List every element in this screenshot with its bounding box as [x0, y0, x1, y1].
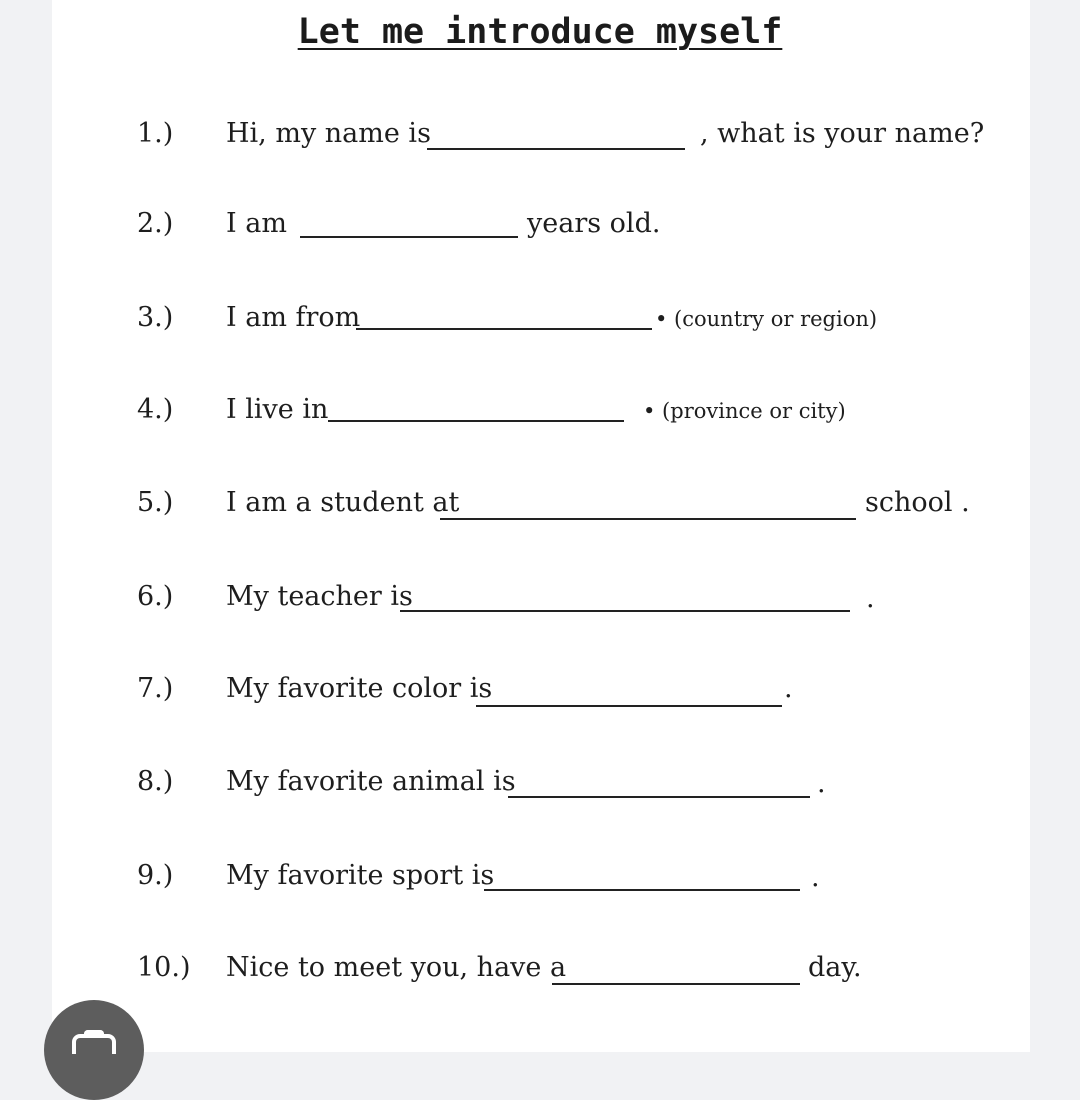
question-text: I am from: [226, 302, 361, 333]
answer-blank[interactable]: [400, 610, 850, 612]
question-row-3: [0, 302, 1080, 346]
question-text: Hi, my name is: [226, 118, 431, 149]
question-number: 1.): [137, 118, 174, 149]
question-text: My favorite color is: [226, 673, 493, 704]
answer-blank[interactable]: [484, 889, 800, 891]
answer-blank[interactable]: [508, 796, 810, 798]
question-text: My favorite animal is: [226, 766, 516, 797]
answer-blank[interactable]: [427, 148, 685, 150]
question-number: 3.): [137, 302, 174, 333]
worksheet-title: [0, 12, 1080, 52]
question-text: My favorite sport is: [226, 860, 495, 891]
question-row-9: [0, 860, 1080, 904]
question-text: My teacher is: [226, 581, 413, 612]
question-row-5: [0, 487, 1080, 531]
question-number: 6.): [137, 581, 174, 612]
briefcase-handle: [84, 1030, 104, 1036]
question-text-after: .: [784, 673, 793, 704]
question-text-after: school .: [865, 487, 970, 518]
question-number: 5.): [137, 487, 174, 518]
question-text-after: .: [817, 768, 826, 799]
question-row-4: [0, 394, 1080, 438]
question-row-8: [0, 766, 1080, 810]
answer-blank[interactable]: [356, 328, 652, 330]
question-text-after: .: [811, 862, 820, 893]
question-text: I am a student at: [226, 487, 460, 518]
question-number: 10.): [137, 952, 191, 983]
answer-blank[interactable]: [300, 236, 518, 238]
question-number: 2.): [137, 208, 174, 239]
answer-blank[interactable]: [440, 518, 856, 520]
briefcase-icon: [72, 1034, 116, 1054]
question-row-7: [0, 673, 1080, 717]
question-row-6: [0, 581, 1080, 625]
question-text-after: • (country or region): [655, 307, 878, 331]
question-text: I am: [226, 208, 287, 239]
question-text: Nice to meet you, have a: [226, 952, 567, 983]
question-number: 4.): [137, 394, 174, 425]
question-text-after: • (province or city): [643, 399, 846, 423]
question-text-after: years old.: [527, 208, 661, 239]
question-number: 7.): [137, 673, 174, 704]
question-text-after: day.: [808, 952, 862, 983]
question-text: I live in: [226, 394, 329, 425]
question-number: 8.): [137, 766, 174, 797]
answer-blank[interactable]: [552, 983, 800, 985]
answer-blank[interactable]: [328, 420, 624, 422]
question-row-10: [0, 952, 1080, 996]
question-number: 9.): [137, 860, 174, 891]
question-row-1: [0, 118, 1080, 162]
question-text-after: .: [866, 583, 875, 614]
worksheet-title-text: Let me introduce myself: [297, 12, 783, 52]
answer-blank[interactable]: [476, 705, 782, 707]
question-text-after: , what is your name?: [700, 118, 985, 149]
question-row-2: [0, 208, 1080, 252]
